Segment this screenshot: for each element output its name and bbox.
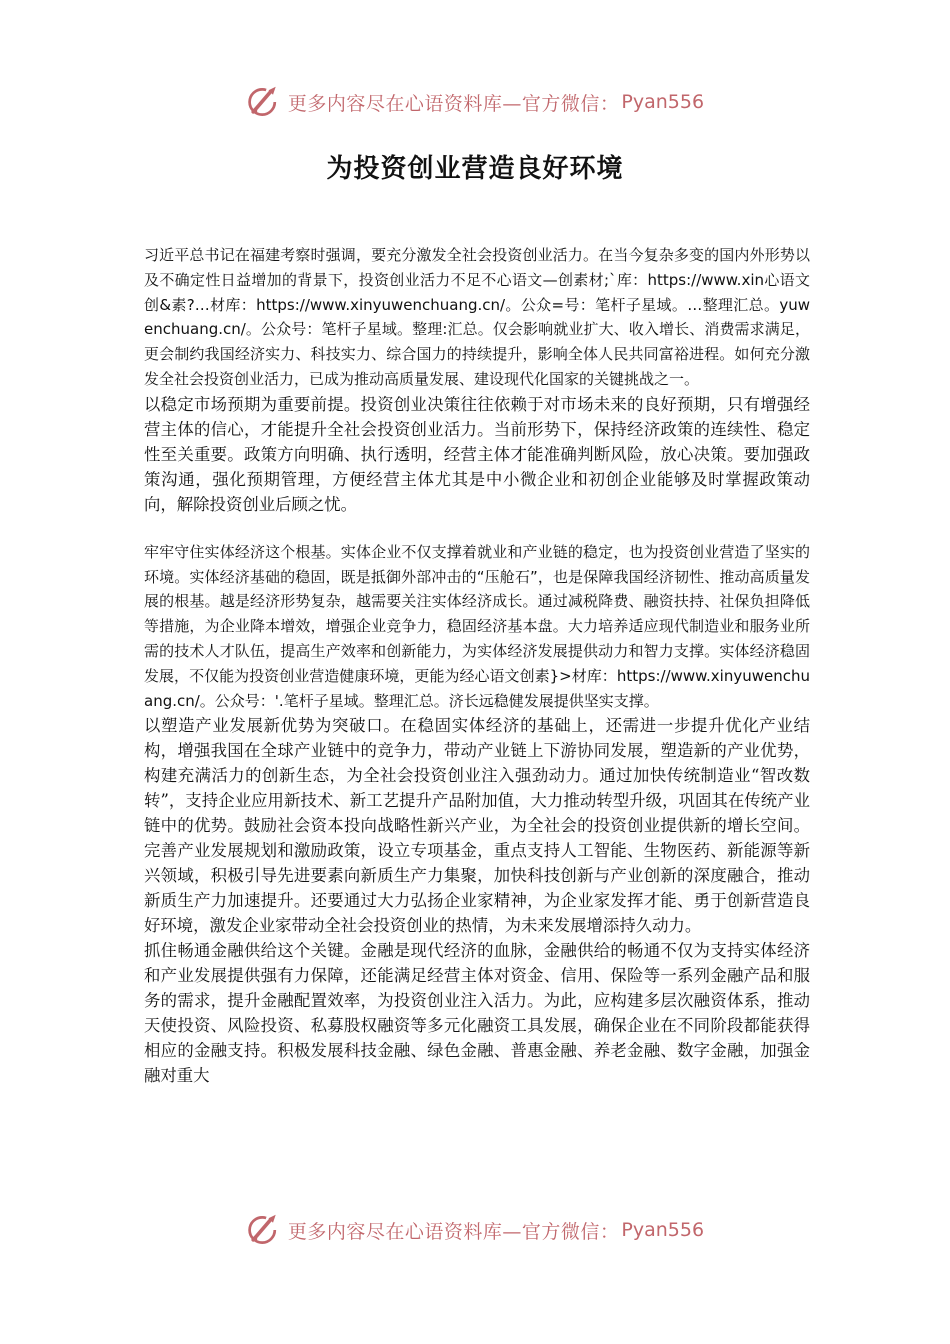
paragraph-spacer	[144, 517, 810, 540]
header-banner	[0, 82, 950, 122]
document-body	[144, 243, 810, 1088]
paragraph-industry-advantage: 以塑造产业发展新优势为突破口。在稳固实体经济的基础上，还需进一步提升优化产业结构，增强我国在全球产业链中的竞争力，带动产业链上下游协同发展，塑造新的产业优势，构建充满活力的创新生态，为全社会投资创业注入强劲动力。通过加快传统制造业“智改数转”，支持企业应用新技术、新工艺提升产品附加值，大力推动转型升级，巩固其在传统产业链中的优势。鼓励社会资本投向战略性新兴产业，为全社会的投资创业提供新的增长空间。完善产业发展规划和激励政策，设立专项基金，重点支持人工智能、生物医药、新能源等新兴领域，积极引导先进要素向新质生产力集聚，加快科技创新与产业创新的深度融合，推动新质生产力加速提升。还要通过大力弘扬企业家精神，为企业家发挥才能、勇于创新营造良好环境，激发企业家带动全社会投资创业的热情，为未来发展增添持久动力。	[144, 716, 810, 936]
paragraph-market-expectation: 以稳定市场预期为重要前提。投资创业决策往往依赖于对市场未来的良好预期，只有增强经营主体的信心，才能提升全社会投资创业活力。当前形势下，保持经济政策的连续性、稳定性至关重要。政策方向明确、执行透明，经营主体才能准确判断风险，放心决策。要加强政策沟通，强化预期管理，方便经营主体尤其是中小微企业和初创企业能够及时掌握政策动向，解除投资创业后顾之忧。	[144, 394, 810, 514]
paragraph-financial-supply: 抓住畅通金融供给这个关键。金融是现代经济的血脉，金融供给的畅通不仅为支持实体经济和产业发展提供强有力保障，还能满足经营主体对资金、信用、保险等一系列金融产品和服务的需求，提升金融配置效率，为投资创业注入活力。为此，应构建多层次融资体系，推动天使投资、风险投资、私募股权融资等多元化融资工具发展，确保企业在不同阶段都能获得相应的金融支持。积极发展科技金融、绿色金融、普惠金融、养老金融、数字金融，加强金融对重大	[144, 941, 810, 1086]
banner-wechat-id: Pyan556	[621, 1219, 705, 1241]
brush-logo-icon	[246, 1212, 282, 1248]
banner-text: 更多内容尽在心语资料库—官方微信：	[287, 1220, 620, 1243]
banner-wechat-id: Pyan556	[621, 91, 705, 113]
paragraph-intro: 习近平总书记在福建考察时强调，要充分激发全社会投资创业活力。在当今复杂多变的国内外形势以及不确定性日益增加的背景下，投资创业活力不足不心语文—创素材;`库：https://www.xin心语文创&素?…材库：https://www.xinyuwenchuang.cn/。公众=号：笔杆子星域。…整理汇总。yuwenchuang.cn/。公众号：笔杆子星域。整理:汇总。仅会影响就业扩大、收入增长、消费需求满足，更会制约我国经济实力、科技实力、综合国力的持续提升，影响全体人民共同富裕进程。如何充分激发全社会投资创业活力，已成为推动高质量发展、建设现代化国家的关键挑战之一。	[144, 246, 810, 388]
banner-text: 更多内容尽在心语资料库—官方微信：	[287, 92, 620, 115]
brush-logo-icon	[246, 84, 282, 120]
document-title: 为投资创业营造良好环境	[326, 154, 624, 184]
footer-banner	[0, 1210, 950, 1250]
paragraph-real-economy: 牢牢守住实体经济这个根基。实体企业不仅支撑着就业和产业链的稳定，也为投资创业营造了坚实的环境。实体经济基础的稳固，既是抵御外部冲击的“压舱石”，也是保障我国经济韧性、推动高质量发展的根基。越是经济形势复杂，越需要关注实体经济成长。通过减税降费、融资扶持、社保负担降低等措施，为企业降本增效，增强企业竞争力，稳固经济基本盘。大力培养适应现代制造业和服务业所需的技术人才队伍，提高生产效率和创新能力，为实体经济发展提供动力和智力支撑。实体经济稳固发展，不仅能为投资创业营造健康环境，更能为经心语文创素}>材库：https://www.xinyuwenchuang.cn/。公众号：'.笔杆子星域。整理汇总。济长远稳健发展提供坚实支撑。	[144, 542, 810, 710]
